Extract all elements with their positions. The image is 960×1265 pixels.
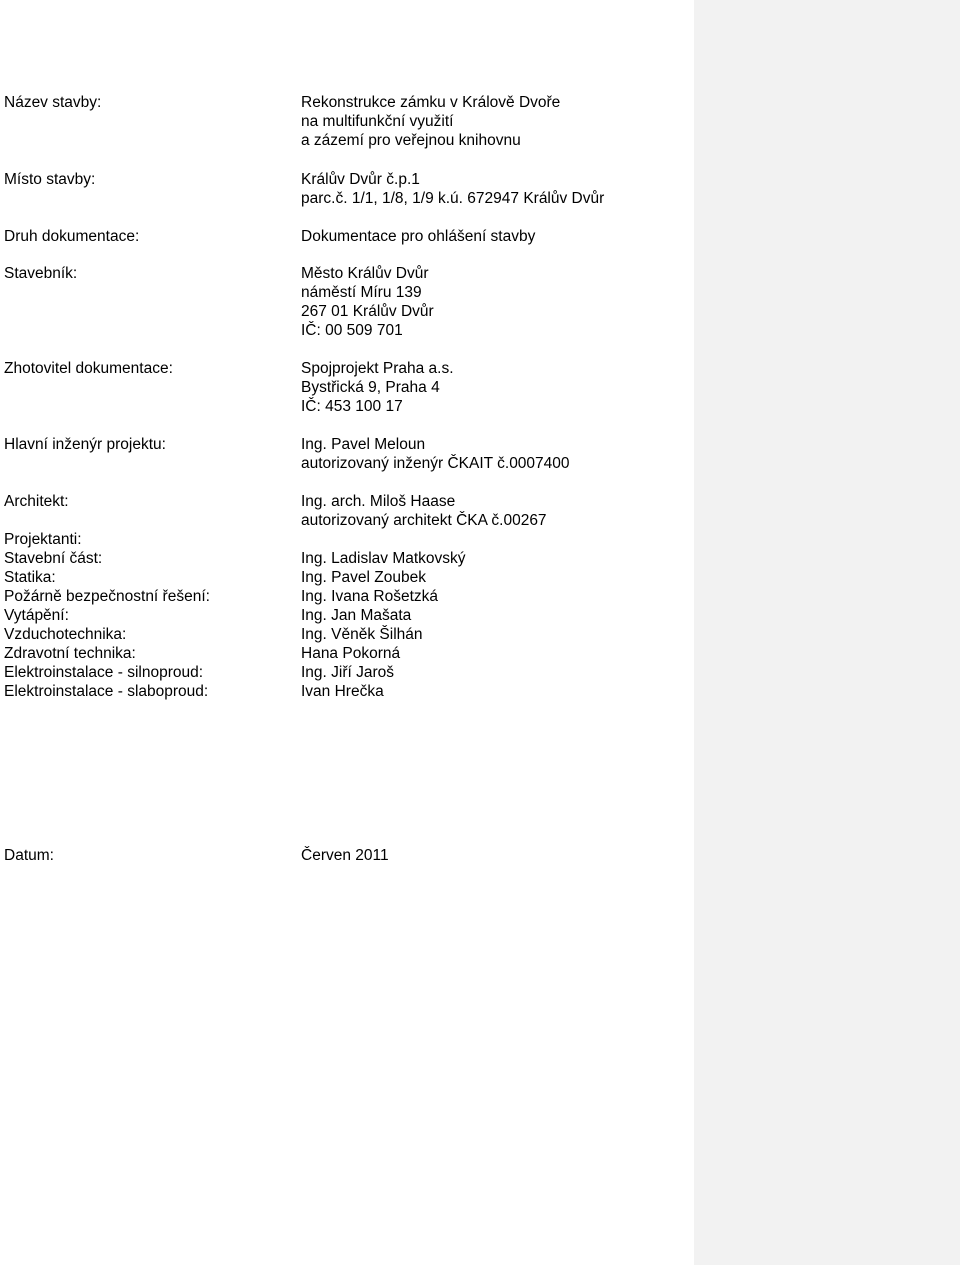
zhotovitel-label: Zhotovitel dokumentace: — [4, 360, 173, 377]
nazev-value — [301, 93, 560, 150]
druh-label: Druh dokumentace: — [4, 228, 140, 245]
stavebnik-line: 267 01 Králův Dvůr — [301, 303, 434, 320]
datum-value: Červen 2011 — [301, 847, 389, 864]
projektant-role: Požárně bezpečnostní řešení: — [4, 588, 210, 605]
architekt-line: Ing. arch. Miloš Haase — [301, 493, 456, 510]
stavebnik-label: Stavebník: — [4, 265, 78, 282]
projektant-name: Ing. Věněk Šilhán — [301, 626, 423, 643]
projektant-name: Ing. Jiří Jaroš — [301, 664, 395, 681]
projektant-name: Ing. Jan Mašata — [301, 607, 412, 624]
architekt-label: Architekt: — [4, 493, 69, 510]
zhotovitel-value — [301, 359, 454, 416]
nazev-label: Název stavby: — [4, 94, 102, 111]
druh-line: Dokumentace pro ohlášení stavby — [301, 228, 536, 245]
stavebnik-line: IČ: 00 509 701 — [301, 322, 403, 339]
projektanti-labels — [4, 530, 210, 701]
misto-value — [301, 170, 604, 208]
hip-line: autorizovaný inženýr ČKAIT č.0007400 — [301, 455, 570, 472]
projektant-name: Ing. Ladislav Matkovský — [301, 550, 466, 567]
nazev-line: na multifunkční využití — [301, 113, 454, 130]
architekt-value — [301, 492, 547, 530]
datum-label: Datum: — [4, 847, 54, 864]
hip-label: Hlavní inženýr projektu: — [4, 436, 166, 453]
projektant-role: Elektroinstalace - slaboproud: — [4, 683, 209, 700]
projektant-role: Vzduchotechnika: — [4, 626, 127, 643]
projektant-role: Zdravotní technika: — [4, 645, 136, 662]
stavebnik-line: Město Králův Dvůr — [301, 265, 429, 282]
right-gray-panel — [694, 0, 960, 1265]
druh-value — [301, 227, 535, 246]
projektanti-heading: Projektanti: — [4, 531, 82, 548]
projektant-name: Ing. Pavel Zoubek — [301, 569, 426, 586]
stavebnik-line: náměstí Míru 139 — [301, 284, 422, 301]
zhotovitel-line: Spojprojekt Praha a.s. — [301, 360, 454, 377]
stavebnik-value — [301, 264, 434, 340]
projektant-name: Ing. Ivana Rošetzká — [301, 588, 438, 605]
zhotovitel-line: Bystřická 9, Praha 4 — [301, 379, 440, 396]
hip-value — [301, 435, 570, 473]
nazev-line: a zázemí pro veřejnou knihovnu — [301, 132, 521, 149]
projektant-name: Ivan Hrečka — [301, 683, 384, 700]
projektant-role: Elektroinstalace - silnoproud: — [4, 664, 204, 681]
projektant-name: Hana Pokorná — [301, 645, 401, 662]
zhotovitel-line: IČ: 453 100 17 — [301, 398, 403, 415]
projektanti-names — [301, 549, 466, 701]
misto-label: Místo stavby: — [4, 171, 96, 188]
projektant-role: Vytápění: — [4, 607, 69, 624]
architekt-line: autorizovaný architekt ČKA č.00267 — [301, 512, 547, 529]
misto-line: Králův Dvůr č.p.1 — [301, 171, 420, 188]
nazev-line: Rekonstrukce zámku v Králově Dvoře — [301, 94, 561, 111]
projektant-role: Statika: — [4, 569, 56, 586]
misto-line: parc.č. 1/1, 1/8, 1/9 k.ú. 672947 Králův Dvůr — [301, 190, 605, 207]
hip-line: Ing. Pavel Meloun — [301, 436, 426, 453]
projektant-role: Stavební část: — [4, 550, 103, 567]
